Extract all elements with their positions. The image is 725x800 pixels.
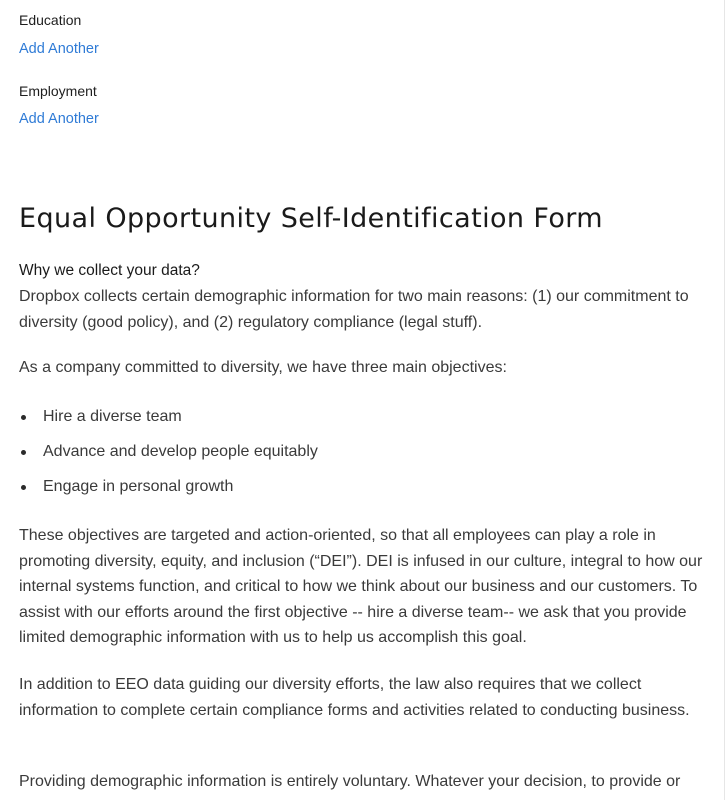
bullet-icon — [21, 485, 26, 490]
why-collect-heading: Why we collect your data? — [19, 262, 200, 279]
list-item: Hire a diverse team — [19, 402, 699, 437]
bullet-icon — [21, 415, 26, 420]
eeo-paragraph: In addition to EEO data guiding our diversity efforts, the law also requires that we collect information to complete certain compliance forms and activities related to conducting business. — [19, 676, 690, 719]
education-add-another-link[interactable]: Add Another — [19, 41, 99, 57]
voluntary-paragraph: Providing demographic information is entirely voluntary. Whatever your decision, to provide or — [19, 773, 681, 790]
list-item: Engage in personal growth — [19, 472, 699, 507]
employment-add-another-link[interactable]: Add Another — [19, 111, 99, 127]
dei-paragraph: These objectives are targeted and action-oriented, so that all employees can play a role in promoting diversity, equity, and inclusion (“DEI”). DEI is infused in our culture, integral to how our internal systems function, and critical to how we think about our business and our customers. To assist with our efforts around the first objective -- hire a diverse team-- we ask that you provide limited demographic information with us to help us accomplish this goal. — [19, 527, 703, 646]
bullet-icon — [21, 450, 26, 455]
education-section-label: Education — [19, 12, 82, 28]
eeo-form-title: Equal Opportunity Self-Identification Form — [19, 203, 603, 234]
employment-section-label: Employment — [19, 83, 97, 99]
objectives-list — [19, 402, 699, 507]
intro-paragraph: Dropbox collects certain demographic information for two main reasons: (1) our commitment to diversity (good policy), and (2) regulatory compliance (legal stuff). — [19, 288, 689, 331]
objectives-intro-paragraph: As a company committed to diversity, we have three main objectives: — [19, 359, 507, 376]
list-item: Advance and develop people equitably — [19, 437, 699, 472]
